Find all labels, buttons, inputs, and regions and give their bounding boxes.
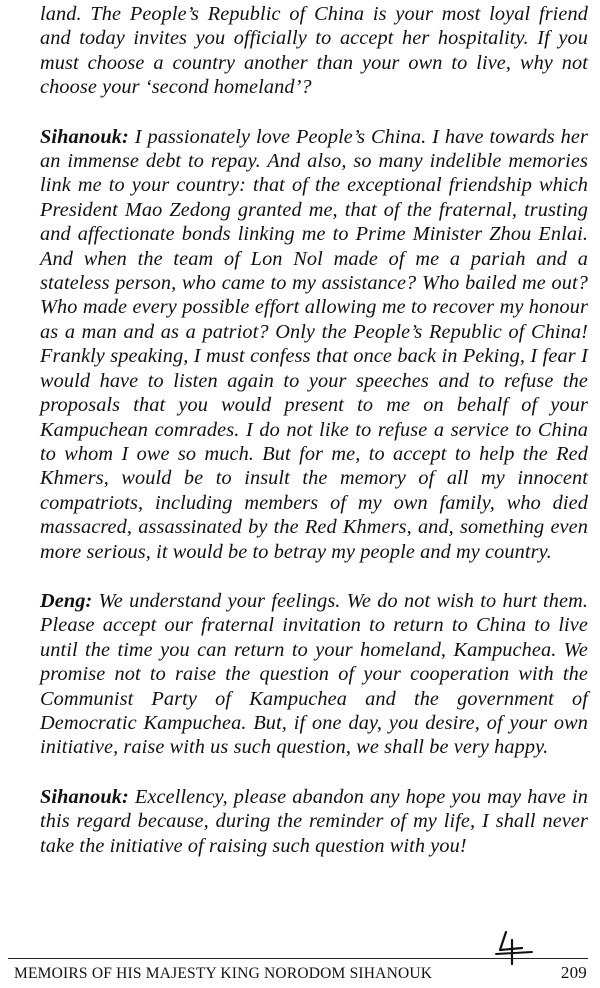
paragraph-text: land. The People’s Republic of China is your most loyal friend and today invites you officially to accept her hospitality. If you must choose a country another than your own to live, why not choose your ‘second homeland’?	[40, 3, 588, 99]
running-title: MEMOIRS OF HIS MAJESTY KING NORODOM SIHANOUK	[14, 965, 433, 982]
paragraph-3	[40, 589, 588, 760]
paragraph-2	[40, 125, 588, 564]
speaker-label: Sihanouk:	[40, 785, 129, 808]
speaker-label: Sihanouk:	[40, 125, 129, 148]
paragraph-1	[40, 2, 588, 100]
paragraph-text: Excellency, please abandon any hope you may have in this regard because, during the reminder of my life, I shall never take the initiative of raising such question with you!	[40, 785, 588, 857]
page-body	[40, 2, 588, 883]
paragraph-4	[40, 785, 588, 858]
page-footer	[14, 963, 587, 983]
page-number: 209	[560, 963, 587, 982]
speaker-label: Deng:	[40, 589, 93, 612]
paragraph-text: We understand your feelings. We do not wish to hurt them. Please accept our fraternal invitation to return to China to live until the time you can return to your homeland, Kampuchea. We promise not to raise the question of your cooperation with the Communist Party of Kampuchea and the government of Democratic Kampuchea. But, if one day, you desire, of your own initiative, raise with us such question, we shall be very happy.	[40, 589, 588, 759]
paragraph-text: I passionately love People’s China. I have towards her an immense debt to repay. And also, so many indelible memories link me to your country: that of the exceptional friendship which President Mao Zedong granted me, that of the fraternal, trusting and affectionate bonds linking me to Prime Minister Zhou Enlai. And when the team of Lon Nol made of me a pariah and a stateless person, who came to my assistance? Who bailed me out? Who made every possible effort allowing me to recover my honour as a man and as a patriot? Only the People’s Republic of China! Frankly speaking, I must confess that once back in Peking, I fear I would have to listen again to your speeches and to refuse the proposals that you would present to me on behalf of your Kampuchean comrades. I do not like to refuse a service to China to whom I owe so much. But for me, to accept to help the Red Khmers, would be to insult the memory of all my innocent compatriots, including members of my own family, who died massacred, assassinated by the Red Khmers, and, something even more serious, it would be to betray my people and my country.	[40, 125, 588, 563]
footer-divider	[8, 958, 588, 959]
handwritten-mark	[488, 928, 538, 968]
